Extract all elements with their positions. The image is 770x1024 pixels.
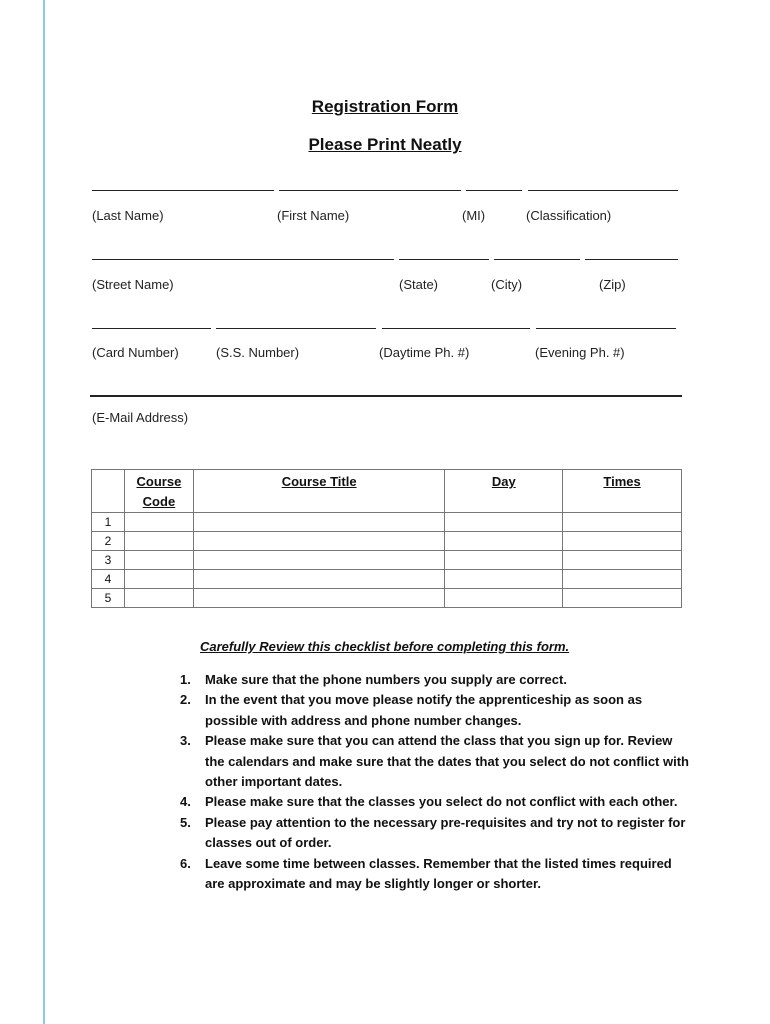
table-header-row [92,470,682,513]
city-label: (City) [491,277,523,292]
checklist-item-number: 6. [180,855,191,871]
evening-phone-label: (Evening Ph. #) [535,345,625,360]
checklist-item-text: Please make sure that you can attend the class that you sign up for. Review the calendars and make sure that the dates that you select do not conflict with other important dates. [205,733,689,790]
checklist [180,670,690,894]
row-number: 2 [92,532,125,551]
checklist-item-text: Make sure that the phone numbers you supply are correct. [205,672,567,687]
course-code-cell[interactable] [124,570,193,589]
times-cell[interactable] [563,570,682,589]
checklist-item [180,813,690,854]
mi-field[interactable] [466,190,522,191]
last-name-label: (Last Name) [92,208,164,223]
checklist-item-number: 5. [180,814,191,830]
checklist-item [180,792,690,812]
checklist-item-number: 2. [180,692,191,708]
table-header-course-title: Course Title [193,470,445,513]
zip-field[interactable] [585,259,678,260]
form-title: Registration Form [311,97,459,116]
state-field[interactable] [399,259,489,260]
table-row [92,532,682,551]
checklist-title: Carefully Review this checklist before completing this form. [200,639,570,654]
checklist-item-text: Leave some time between classes. Remember that the listed times required are approximate and may be slightly longer or shorter. [205,855,672,892]
table-header-number [92,470,125,513]
email-label: (E-Mail Address) [92,410,189,425]
checklist-item [180,731,690,792]
checklist-item-number: 4. [180,794,191,810]
classification-field[interactable] [528,190,678,191]
checklist-item [180,670,690,690]
day-cell[interactable] [445,551,563,570]
table-row [92,551,682,570]
course-title-cell[interactable] [193,551,445,570]
day-cell[interactable] [445,570,563,589]
course-code-cell[interactable] [124,551,193,570]
course-code-cell[interactable] [124,589,193,608]
checklist-item-text: Please make sure that the classes you select do not conflict with each other. [205,794,678,810]
daytime-phone-label: (Daytime Ph. #) [379,345,470,360]
course-table [91,469,682,608]
day-cell[interactable] [445,532,563,551]
evening-phone-field[interactable] [536,328,676,329]
row-number: 5 [92,589,125,608]
day-cell[interactable] [445,589,563,608]
table-header-course-code: Course Code [124,470,193,513]
ss-number-label: (S.S. Number) [216,345,300,360]
times-cell[interactable] [563,589,682,608]
daytime-phone-field[interactable] [382,328,530,329]
street-name-field[interactable] [92,259,394,260]
card-number-label: (Card Number) [92,345,179,360]
table-header-times: Times [563,470,682,513]
times-cell[interactable] [563,513,682,532]
first-name-label: (First Name) [277,208,350,223]
table-row [92,513,682,532]
checklist-item [180,854,690,895]
city-field[interactable] [494,259,580,260]
course-code-cell[interactable] [124,513,193,532]
course-code-cell[interactable] [124,532,193,551]
first-name-field[interactable] [279,190,461,191]
day-cell[interactable] [445,513,563,532]
zip-label: (Zip) [599,277,626,292]
last-name-field[interactable] [92,190,274,191]
checklist-item-text: Please pay attention to the necessary pre-requisites and try not to register for classes out of order. [205,814,686,851]
course-title-cell[interactable] [193,532,445,551]
mi-label: (MI) [462,208,486,223]
row-number: 3 [92,551,125,570]
course-title-cell[interactable] [193,570,445,589]
table-row [92,589,682,608]
course-title-cell[interactable] [193,589,445,608]
course-title-cell[interactable] [193,513,445,532]
form-subtitle: Please Print Neatly [308,135,462,154]
street-name-label: (Street Name) [92,277,174,292]
state-label: (State) [399,277,439,292]
checklist-item-text: In the event that you move please notify the apprenticeship as soon as possible with address and phone number changes. [205,692,643,728]
classification-label: (Classification) [526,208,612,223]
checklist-item-number: 1. [180,672,191,687]
email-field[interactable] [90,395,682,397]
card-number-field[interactable] [92,328,211,329]
row-number: 1 [92,513,125,532]
checklist-item [180,690,690,731]
ss-number-field[interactable] [216,328,376,329]
table-header-day: Day [445,470,563,513]
row-number: 4 [92,570,125,589]
table-row [92,570,682,589]
checklist-item-number: 3. [180,733,191,749]
times-cell[interactable] [563,532,682,551]
times-cell[interactable] [563,551,682,570]
